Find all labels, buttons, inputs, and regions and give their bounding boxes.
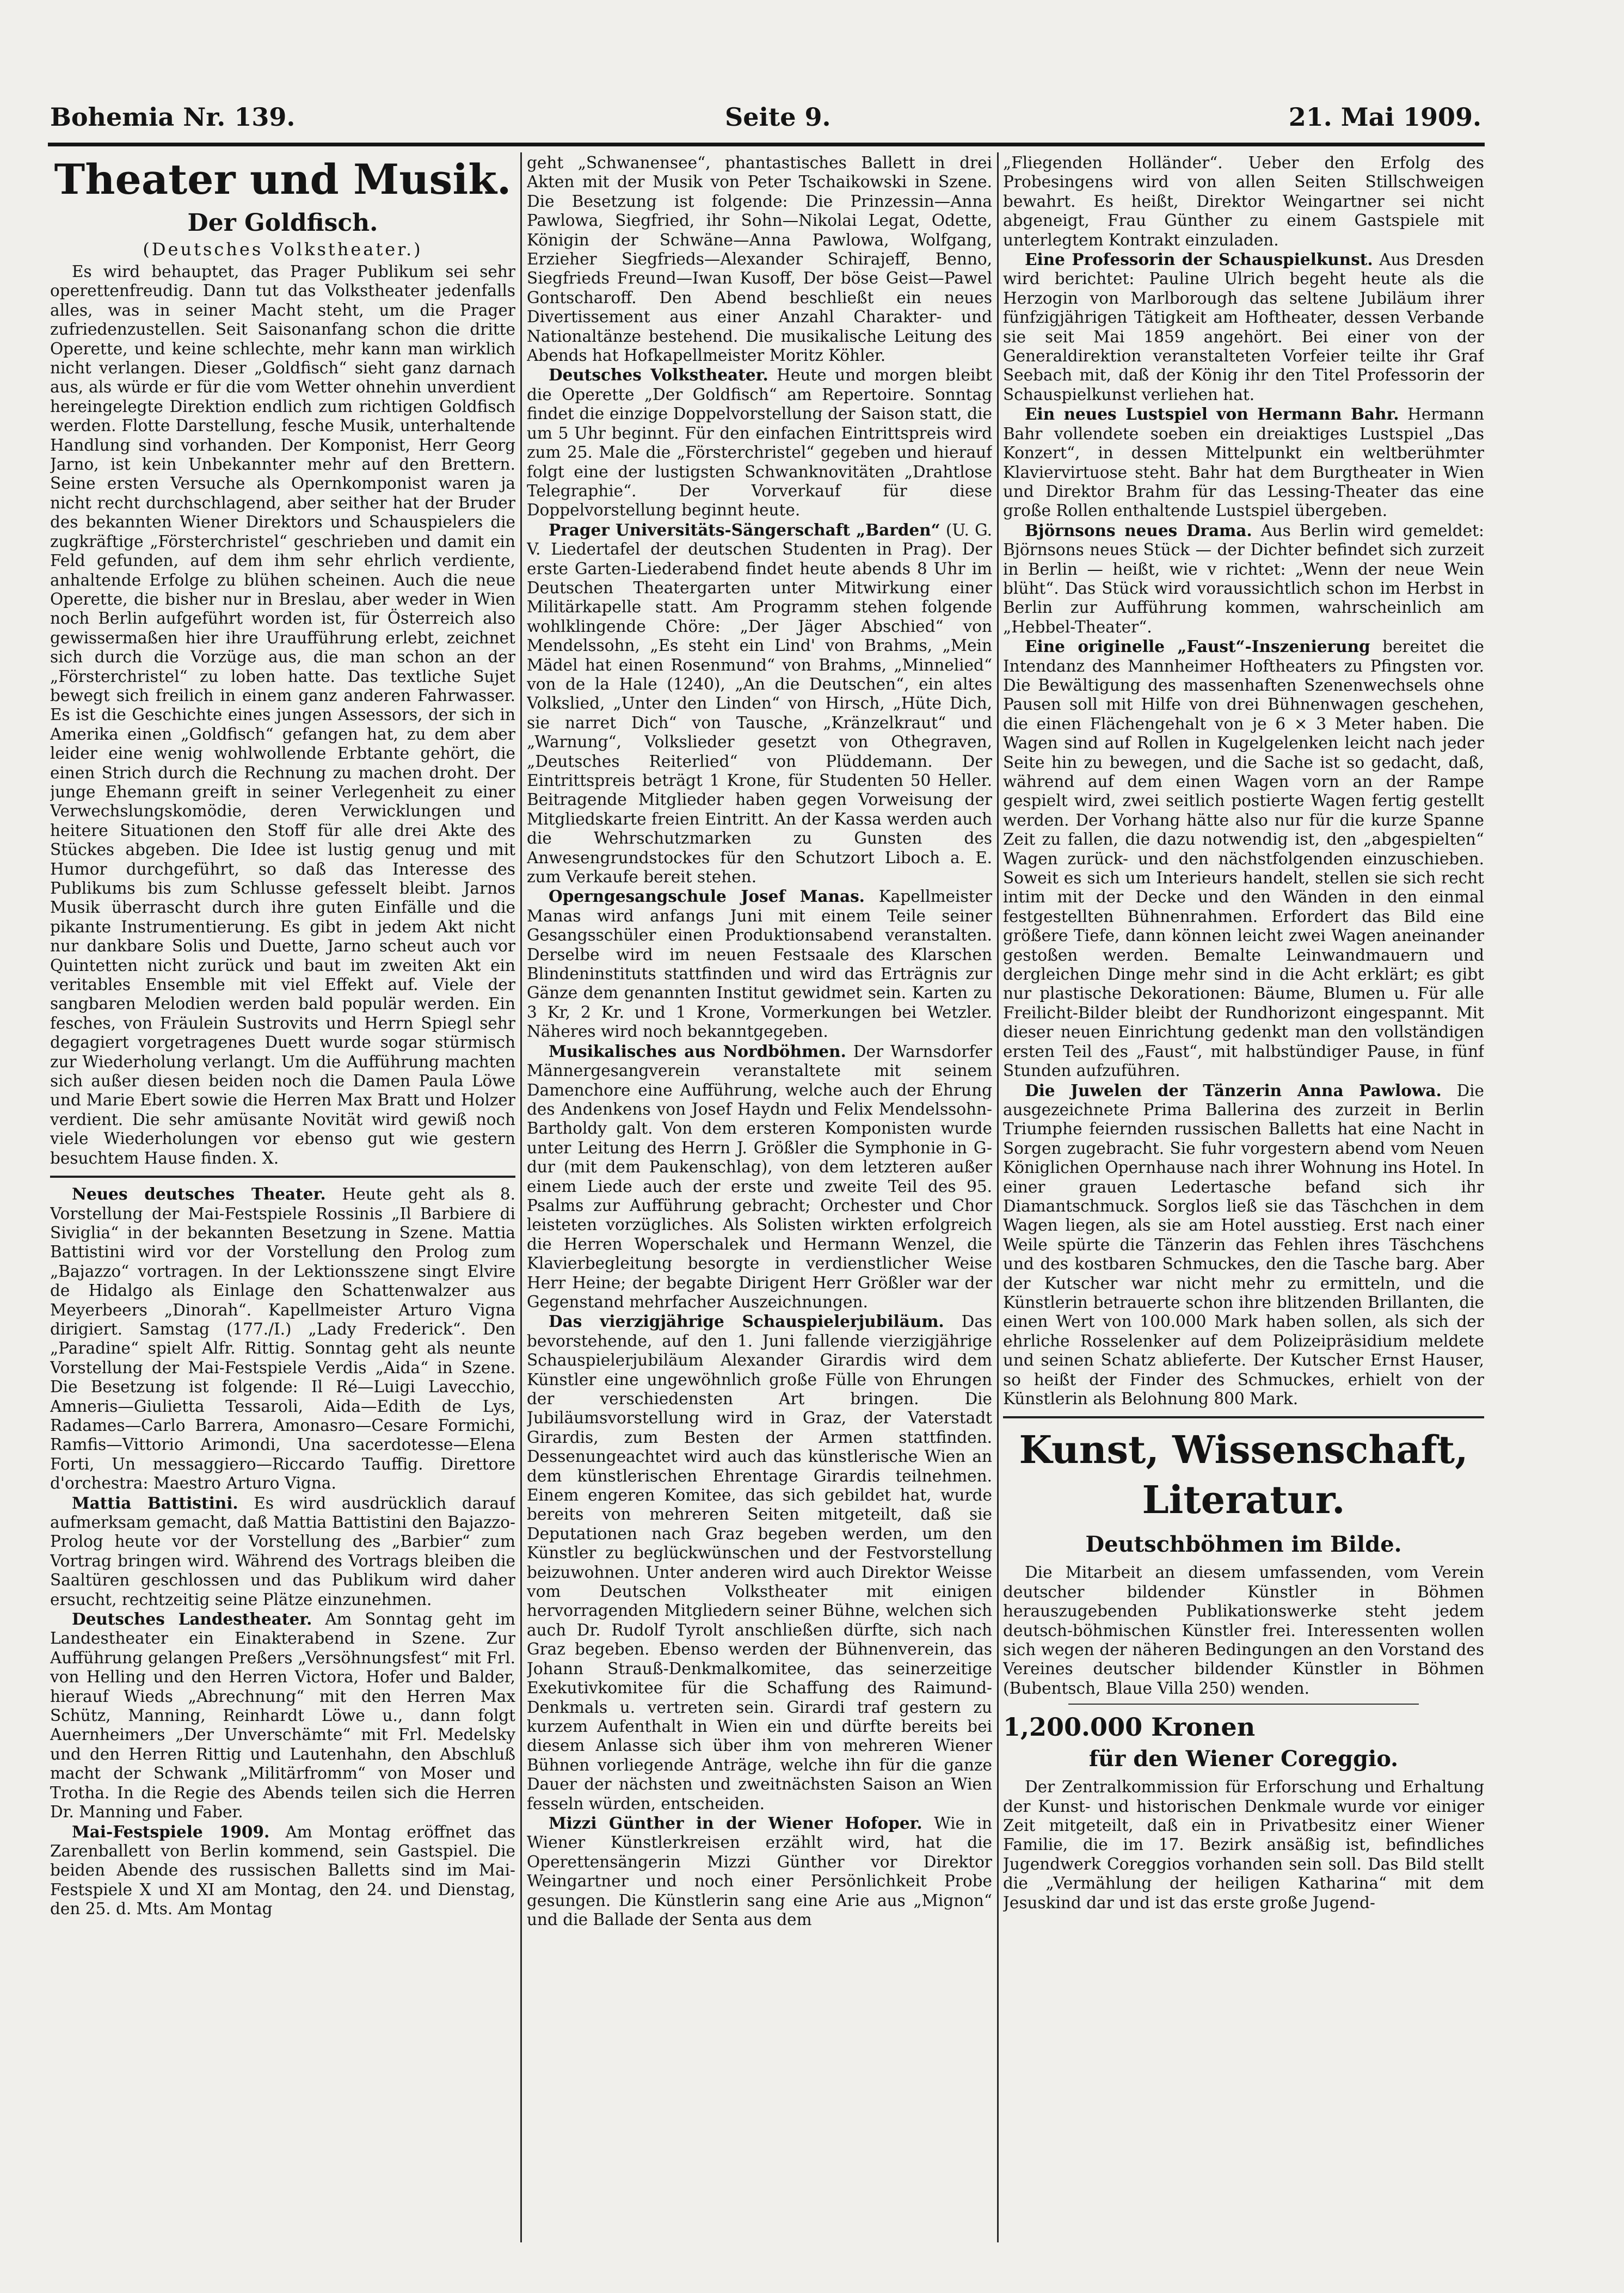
- article-title: Deutschböhmen im Bilde.: [1085, 1532, 1402, 1558]
- article-separator: [50, 1176, 515, 1178]
- header-rule: [48, 143, 1485, 146]
- article-paragraph: Die Mitarbeit an diesem umfassenden, vom Verein deutscher bildender Künstler in Böhmen herauszugebenden Publikationswerke steht jedem deutsch-böhmischen Künstler frei. Interessenten wollen sich wegen der näheren Bedingungen an den Vorstand des Vereines deutscher bildender Künstler in Böhmen (Bubentsch, Blaue Villa 250) wenden.: [1003, 1563, 1484, 1698]
- header-publication: Bohemia Nr. 139.: [50, 102, 296, 132]
- article-paragraph: Die Juwelen der Tänzerin Anna Pawlowa. Die ausgezeichnete Prima Ballerina des zurzeit in Berlin Triumphe feiernden russischen Balletts hat eine Nacht in Sorgen zugebracht. Sie fuhr vorgestern abend vom Neuen Königlichen Opernhause nach ihrer Wohnung ins Hotel. In einer grauen Ledertasche befand sich ihr Diamantschmuck. Sorglos ließ sie das Täschchen in dem Wagen liegen, als sie am Hotel ausstieg. Erst nach einer Weile spürte die Tänzerin das Fehlen ihres Täschchens und des kostbaren Schmuckes, den die Tasche barg. Aber der Kutscher war nicht mehr zu ermitteln, und die Künstlerin betrauerte schon ihre blitzenden Brillanten, die einen Wert von 100.000 Mark haben sollen, als sich der ehrliche Rosselenker auf dem Polizeipräsidium meldete und seinen Schatz ablieferte. Der Kutscher Ernst Hauser, so heißt der Finder des Schmuckes, erhielt von der Künstlerin als Belohnung 800 Mark.: [1003, 1080, 1484, 1408]
- paragraph-heading: Eine Professorin der Schauspielkunst.: [1025, 250, 1373, 269]
- section-separator: [1003, 1416, 1484, 1418]
- header-date: 21. Mai 1909.: [1288, 102, 1481, 132]
- article-paragraph: Der Zentralkommission für Erforschung und Erhaltung der Kunst- und historischen Denkmale wurde vor einiger Zeit mitgeteilt, daß ein in Privatbesitz einer Wiener Familie, die im 17. Bezirk ansäßig ist, befindliches Jugendwerk Coreggios vorhanden sein soll. Das Bild stellt die „Vermählung der heiligen Katharina“ mit dem Jesuskind dar und ist das erste große Jugend-: [1003, 1778, 1484, 1912]
- article-paragraph: Musikalisches aus Nordböhmen. Der Warnsdorfer Männergesangverein veranstaltete mit seinem Damenchore eine Aufführung, welche auch der Ehrung des Andenkens von Josef Haydn und Felix Mendelssohn-Bartholdy galt. Von dem ersteren Komponisten wurde unter Leitung des Herrn J. Größler die Symphonie in G-dur (mit dem Paukenschlag), von dem letzteren außer einem Liede auch der erste und zweite Teil des 95. Psalms zur Aufführung gebracht; Orchester und Chor leisteten vorzügliches. Als Solisten wirkten erfolgreich die Herren Woperschalek und Hermann Wenzel, die Klavierbegleitung besorgte in verdienstlicher Weise Herr Heine; der begabte Dirigent Herr Größler war der Gegenstand mehrfacher Auszeichnungen.: [527, 1041, 992, 1311]
- article-title: Der Goldfisch.: [187, 209, 378, 237]
- article-body: Es wird behauptet, das Prager Publikum sei sehr operettenfreudig. Dann tut das Volkstheater jedenfalls alles, was in seiner Macht steht, um die Prager zufriedenzustellen. Seit Saisonanfang schon die dritte Operette, und keine schlechte, mehr kann man wirklich nicht verlangen. Dieser „Goldfisch“ sieht ganz darnach aus, als würde er für die vom Wetter ohnehin unverdient hereingelegte Direktion endlich zum richtigen Goldfisch werden. Flotte Darstellung, fesche Musik, unterhaltende Handlung sind vorhanden. Der Komponist, Herr Georg Jarno, ist kein Unbekannter mehr auf den Brettern. Seine ersten Versuche als Opernkomponist waren ja nicht recht durchschlagend, aber seither hat der Bruder des bekannten Wiener Direktors und Schauspielers die zugkräftige „Försterchristel“ geschrieben und damit ein Feld gefunden, auf dem ihm sehr ehrlich verdiente, anhaltende Erfolge zu blühen scheinen. Auch die neue Operette, die bisher nur in Breslau, aber weder in Wien noch Berlin aufgeführt worden ist, für Österreich also gewissermaßen hier ihre Uraufführung erlebt, zeichnet sich durch die Vorzüge aus, die man schon an der „Försterchristel“ zu loben hatte. Das textliche Sujet bewegt sich freilich in einem ganz anderen Fahrwasser. Es ist die Geschichte eines jungen Assessors, der sich in Amerika einen „Goldfisch“ gefangen hat, zu dem aber leider eine wenig wohlwollende Erbtante gehört, die einen Strich durch die Rechnung zu machen droht. Der junge Ehemann greift in seiner Verlegenheit zu einer Verwechslungskomödie, deren Verwicklungen und heitere Situationen den Stoff für alle drei Akte des Stückes abgeben. Die Idee ist lustig genug und mit Humor durchgeführt, so daß das Interesse des Publikums bis zum Schlusse gefesselt bleibt. Jarnos Musik überrascht durch ihre guten Einfälle und die pikante Instrumentierung. Es gibt in jedem Akt nicht nur dankbare Solis und Duette, Jarno scheut auch vor Quintetten nicht zurück und baut im zweiten Akt ein veritables Ensemble mit viel Effekt auf. Viele der sangbaren Melodien werden bald populär werden. Ein fesches, von Fräulein Sustrovits und Herrn Spiegl sehr degagiert vorgetragenes Duett wurde sogar stürmisch zur Wiederholung verlangt. Um die Aufführung machten sich außer diesen beiden noch die Damen Paula Löwe und Marie Ebert sowie die Herren Max Bratt und Holzer verdient. Die sehr amüsante Novität wird gewiß noch viele Wiederholungen vor ebenso gut wie gestern besuchtem Hause finden. X.: [50, 262, 515, 1167]
- article-paragraph: Eine Professorin der Schauspielkunst. Aus Dresden wird berichtet: Pauline Ulrich begeht heute als die Herzogin von Marlborough das seltene Jubiläum ihrer fünfzigjährigen Tätigkeit am Hoftheater, dessen Verbande sie seit Mai 1859 angehört. Bei einer von der Generaldirektion veranstalteten Vorfeier teilte ihr Graf Seebach mit, daß der König ihr den Titel Professorin der Schauspielkunst verliehen hat.: [1003, 250, 1484, 404]
- article-paragraph: Operngesangschule Josef Manas. Kapellmeister Manas wird anfangs Juni mit einem Teile seiner Gesangsschüler einen Produktionsabend veranstalten. Derselbe wird im neuen Festsaale des Klarschen Blindeninstituts stattfinden und wird das Erträgnis zur Gänze dem genannten Institut gewidmet sein. Karten zu 3 Kr, 2 Kr. und 1 Krone, Vormerkungen bei Wetzler. Näheres wird noch bekanntgegeben.: [527, 887, 992, 1041]
- paragraph-heading: Deutsches Volkstheater.: [549, 365, 768, 385]
- article-paragraph: geht „Schwanensee“, phantastisches Ballett in drei Akten mit der Musik von Peter Tschaikowski in Szene. Die Besetzung ist folgende: Die Prinzessin—Anna Pawlowa, Siegfried, ihr Sohn—Nikolai Legat, Odette, Königin der Schwäne—Anna Pawlowa, Wolfgang, Erzieher Siegfrieds—Alexander Schirajeff, Benno, Siegfrieds Freund—Iwan Kusoff, Der böse Geist—Pawel Gontscharoff. Den Abend beschließt ein neues Divertissement aus einer Anzahl Charakter- und Nationaltänze bestehend. Die musikalische Leitung des Abends hat Hofkapellmeister Moritz Köhler.: [527, 153, 992, 365]
- article-paragraph: Mattia Battistini. Es wird ausdrücklich darauf aufmerksam gemacht, daß Mattia Battistini den Bajazzo-Prolog heute vor der Vorstellung des „Barbier“ zum Vortrag bringen wird. Während des Vortrags bleiben die Saaltüren geschlossen und das Publikum wird daher ersucht, rechtzeitig seine Plätze einzunehmen.: [50, 1493, 515, 1609]
- article-paragraph: Eine originelle „Faust“-Inszenierung bereitet die Intendanz des Mannheimer Hoftheaters zu Pfingsten vor. Die Bewältigung des massenhaften Szenenwechsels ohne Pausen soll mit Hilfe von drei Bühnenwagen geschehen, die einen Flächengehalt von je 6 × 3 Meter haben. Die Wagen sind auf Rollen in Kugelgelenken leicht nach jeder Seite hin zu bewegen, und die Sache ist so gedacht, daß, während auf dem einen Wagen vorn an der Rampe gespielt wird, zwei seitlich postierte Wagen fertig gestellt werden. Der Vorhang hätte also nur für die kurze Spanne Zeit zu fallen, die dazu notwendig ist, den „abgespielten“ Wagen zurück- und den nächstfolgenden einzuschieben. Soweit es sich um Interieurs handelt, stellen sie sich recht intim mit der Decke und den Wänden in den einmal festgestellten Bühnenrahmen. Erfordert das Bild eine größere Tiefe, dann können leicht zwei Wagen aneinander gestoßen werden. Bemalte Leinwandmauern und dergleichen Dinge mehr sind in die Acht erklärt; es gibt nur plastische Dekorationen: Bäume, Blumen u. Für alle Freilicht-Bilder bleibt der Rundhorizont eingespannt. Mit dieser neuen Einrichtung gedenkt man den vollständigen ersten Teil des „Faust“, mit halbstündiger Pause, in fünf Stunden aufzuführen.: [1003, 637, 1484, 1080]
- paragraph-heading: Operngesangschule Josef Manas.: [549, 887, 865, 906]
- paragraph-heading: Das vierzigjährige Schauspielerjubiläum.: [549, 1312, 944, 1331]
- article-subtitle: (Deutsches Volkstheater.): [143, 239, 423, 260]
- paragraph-heading: Mattia Battistini.: [72, 1493, 238, 1513]
- article-paragraph: Deutsches Landestheater. Am Sonntag geht im Landestheater ein Einakterabend in Szene. Zur Aufführung gelangen Preßers „Versöhnungsfest“ mit Frl. von Helling und den Herren Victora, Hofer und Balder, hierauf Wieds „Abrechnung“ mit den Herren Max Schütz, Manning, Reinhardt Löwe u., dann folgt Auernheimers „Der Unverschämte“ mit Frl. Medelsky und den Herren Rittig und Lautenhahn, den Abschluß macht der Schwank „Militärfromm“ von Moser und Trotha. In die Regie des Abends teilen sich die Herren Dr. Manning und Faber.: [50, 1609, 515, 1822]
- column-1: [50, 153, 515, 2243]
- paragraph-heading: Die Juwelen der Tänzerin Anna Pawlowa.: [1025, 1080, 1442, 1100]
- column-divider: [997, 152, 999, 2242]
- article-paragraph: Ein neues Lustspiel von Hermann Bahr. Hermann Bahr vollendete soeben ein dreiaktiges Lustspiel „Das Konzert“, in dessen Mittelpunkt ein weltberühmter Klaviervirtuose steht. Bahr hat dem Burgtheater in Wien und Direktor Brahm für das Lessing-Theater das eine große Rollen enthaltende Lustspiel übergeben.: [1003, 404, 1484, 520]
- article-paragraph: „Fliegenden Holländer“. Ueber den Erfolg des Probesingens wird von allen Seiten Stillschweigen bewahrt. Es heißt, Direktor Weingartner sei nicht abgeneigt, Frau Günther zu einem Gastspiele mit unterlegtem Kontrakt einzuladen.: [1003, 153, 1484, 249]
- column-divider: [520, 152, 522, 2242]
- paragraph-heading: Musikalisches aus Nordböhmen.: [549, 1041, 846, 1061]
- paragraph-heading: Ein neues Lustspiel von Hermann Bahr.: [1025, 404, 1399, 424]
- paragraph-heading: Neues deutsches Theater.: [72, 1184, 326, 1204]
- paragraph-heading: Mizzi Günther in der Wiener Hofoper.: [549, 1813, 922, 1833]
- article-paragraph: Mai-Festspiele 1909. Am Montag eröffnet das Zarenballett von Berlin kommend, sein Gastspiel. Die beiden Abende des russischen Balletts sind im Mai-Festspiele X und XI am Montag, den 24. und Dienstag, den 25. d. Mts. Am Montag: [50, 1822, 515, 1919]
- article-separator: [1068, 1704, 1419, 1705]
- section-title: Kunst, Wissenschaft, Literatur.: [1019, 1427, 1468, 1523]
- article-paragraph: Neues deutsches Theater. Heute geht als 8. Vorstellung der Mai-Festspiele Rossinis „Il Barbiere di Siviglia“ in der bekannten Besetzung in Szene. Mattia Battistini wird vor der Vorstellung den Prolog zum „Bajazzo“ vortragen. In der Lektionsszene singt Elvire de Hidalgo als Einlage den Schattenwalzer aus Meyerbeers „Dinorah“. Kapellmeister Arturo Vigna dirigiert. Samstag (177./I.) „Lady Frederick“. Den „Paradine“ spielt Alfr. Rittig. Sonntag geht als neunte Vorstellung der Mai-Festspiele Verdis „Aida“ in Szene. Die Besetzung ist folgende: Il Ré—Luigi Lavecchio, Amneris—Giulietta Tessaroli, Aida—Edith de Lys, Radames—Carlo Barrera, Amonasro—Cesare Formichi, Ramfis—Vittorio Arimondi, Una sacerdotesse—Elena Forti, Un messaggiero—Riccardo Tauffig. Direttore d'orchestra: Maestro Arturo Vigna.: [50, 1184, 515, 1493]
- page-header: [50, 102, 1481, 140]
- paragraph-heading: Prager Universitäts-Sängerschaft „Barden“: [549, 520, 940, 539]
- article-paragraph: Björnsons neues Drama. Aus Berlin wird gemeldet: Björnsons neues Stück — der Dichter befindet sich zurzeit in Berlin — heißt, wie v richtet: „Wenn der neue Wein blüht“. Das Stück wird voraussichtlich schon im Herbst in Berlin zur Aufführung kommen, wahrscheinlich am „Hebbel-Theater“.: [1003, 520, 1484, 636]
- article-paragraph: Prager Universitäts-Sängerschaft „Barden“ (U. G. V. Liedertafel der deutschen Studenten in Prag). Der erste Garten-Liederabend findet heute abends 8 Uhr im Deutschen Theatergarten unter Mitwirkung einer Militärkapelle statt. Am Programm stehen folgende wohlklingende Chöre: „Der Jäger Abschied“ von Mendelssohn, „Es steht ein Lind' von Brahms, „Mein Mädel hat einen Rosenmund“ von Brahms, „Minnelied“ von de la Hale (1240), „An die Deutschen“, ein altes Volkslied, „Unter den Linden“ von Hirsch, „Hüte Dich, sie narret Dich“ von Tausche, „Kränzelkraut“ und „Warnung“, Volkslieder gesetzt von Othegraven, „Deutsches Reiterlied“ von Plüddemann. Der Eintrittspreis beträgt 1 Krone, für Studenten 50 Heller. Beitragende Mitglieder haben gegen Vorweisung der Mitgliedskarte freien Eintritt. An der Kassa werden auch die Wehrschutzmarken zu Gunsten des Anwesengrundstockes für den Schutzort Liboch a. E. zum Verkaufe bereit stehen.: [527, 520, 992, 887]
- article-paragraph: Mizzi Günther in der Wiener Hofoper. Wie in Wiener Künstlerkreisen erzählt wird, hat die Operettensängerin Mizzi Günther vor Direktor Weingartner und noch einer Persönlichkeit Probe gesungen. Die Künstlerin sang eine Arie aus „Mignon“ und die Ballade der Senta aus dem: [527, 1813, 992, 1929]
- author-signature: X.: [262, 1148, 279, 1167]
- article-paragraph: Das vierzigjährige Schauspielerjubiläum. Das bevorstehende, auf den 1. Juni fallende vierzigjährige Schauspielerjubiläum Alexander Girardis wird dem Künstler eine ungewöhnlich große Fülle von Ehrungen der verschiedensten Art bringen. Die Jubiläumsvorstellung wird in Graz, der Vaterstadt Girardis, zum Besten der Armen stattfinden. Dessenungeachtet wird auch das künstlerische Wien an dem künstlerischen Ehrentage Girardis teilnehmen. Einem engeren Komitee, das sich gebildet hat, wurde bereits von mehreren Seiten mitgeteilt, daß sie Deputationen nach Graz begeben werden, um den Künstler zu beglückwünschen und der Festvorstellung beizuwohnen. Unter anderen wird auch Direktor Weisse vom Deutschen Volkstheater mit einigen hervorragenden Mitgliedern seiner Bühne, welchen sich auch Dr. Rudolf Tyrolt anschließen dürfte, sich nach Graz begeben. Ebenso werden der Bühnenverein, das Johann Strauß-Denkmalkomitee, das seinerzeitige Exekutivkomitee für die Schaffung des Raimund-Denkmals u. vertreten sein. Girardi traf gestern zu kurzem Aufenthalt in Wien ein und dürfte bereits bei diesem Anlasse sich über ihm von mehreren Wiener Bühnen vorliegende Anträge, welche ihn für die ganze Dauer der nächsten und zweitnächsten Saison an Wien fesseln würden, entscheiden.: [527, 1312, 992, 1813]
- article-paragraph: Deutsches Volkstheater. Heute und morgen bleibt die Operette „Der Goldfisch“ am Repertoire. Sonntag findet die einzige Doppelvorstellung der Saison statt, die um 5 Uhr beginnt. Für den einfachen Eintrittspreis wird zum 25. Male die „Försterchristel“ gegeben und hierauf folgt eine der lustigsten Schwanknovitäten „Drahtlose Telegraphie“. Der Vorverkauf für diese Doppelvorstellung beginnt heute.: [527, 365, 992, 520]
- paragraph-heading: Björnsons neues Drama.: [1025, 520, 1252, 540]
- article-title: für den Wiener Coreggio.: [1088, 1746, 1399, 1772]
- paragraph-heading: Eine originelle „Faust“-Inszenierung: [1025, 637, 1370, 656]
- article-title-price: 1,200.000 Kronen: [1003, 1712, 1256, 1742]
- section-title: Theater und Musik.: [54, 155, 512, 204]
- column-2: [527, 153, 992, 2243]
- header-page-number: Seite 9.: [725, 102, 831, 132]
- column-3: [1003, 153, 1484, 2243]
- paragraph-heading: Deutsches Landestheater.: [72, 1609, 312, 1629]
- paragraph-heading: Mai-Festspiele 1909.: [72, 1822, 270, 1841]
